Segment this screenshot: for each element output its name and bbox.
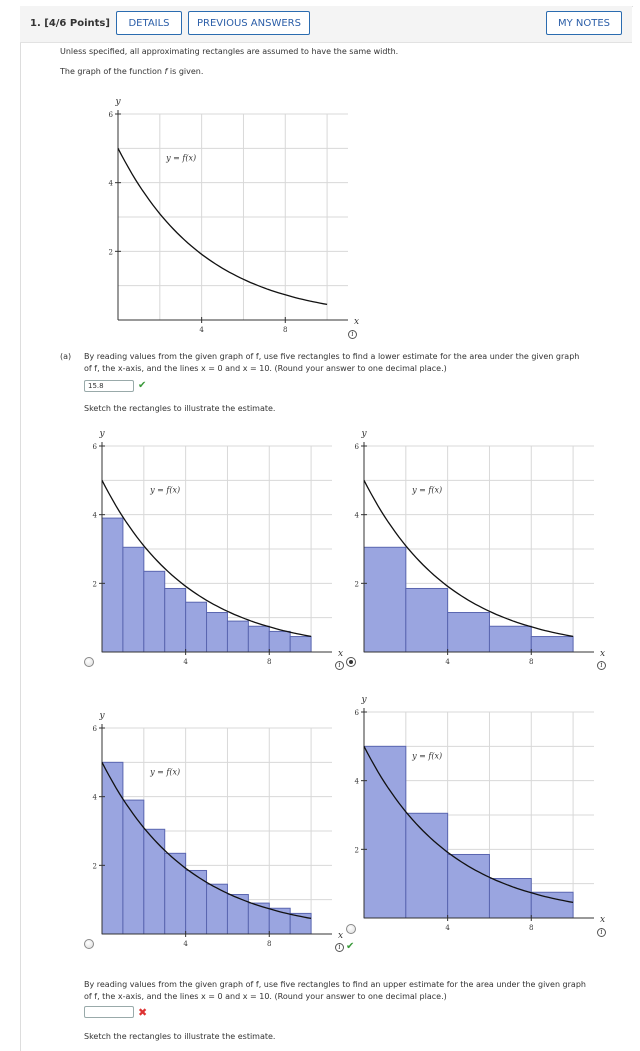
question-number: 1. [4/6 Points] — [30, 18, 110, 29]
x-tick-label: 8 — [267, 940, 272, 948]
option-3-radio[interactable] — [84, 939, 94, 949]
approximating-rectangle — [144, 571, 165, 652]
x-tick-label: 4 — [183, 940, 188, 948]
approximating-rectangle — [531, 892, 573, 918]
y-tick-label: 6 — [92, 443, 97, 451]
part-b-sketch-prompt: Sketch the rectangles to illustrate the estimate. — [84, 1032, 276, 1041]
y-tick-label: 4 — [92, 511, 97, 520]
approximating-rectangle — [144, 829, 165, 934]
info-icon[interactable]: i — [348, 330, 357, 339]
approximating-rectangle — [269, 631, 290, 652]
assumption-text: Unless specified, all approximating rectangles are assumed to have the same width. — [60, 47, 399, 56]
y-axis-label: y — [361, 429, 367, 439]
function-curve — [118, 148, 327, 304]
option-1-radio[interactable] — [84, 657, 94, 667]
approximating-rectangle — [207, 613, 228, 652]
part-b-question-line2: of f, the x-axis, and the lines x = 0 and x = 10. (Round your answer to one decimal place.) — [84, 992, 447, 1001]
y-tick-label: 6 — [354, 709, 359, 717]
approximating-rectangle — [123, 800, 144, 934]
curve-label: y = f(x) — [412, 485, 443, 495]
incorrect-cross-icon: ✖ — [138, 1006, 148, 1019]
approximating-rectangle — [448, 613, 490, 652]
y-tick-label: 6 — [108, 111, 113, 119]
curve-label: y = f(x) — [412, 751, 443, 761]
info-icon[interactable]: i — [597, 661, 606, 670]
x-tick-label: 4 — [183, 658, 188, 666]
option-2-radio[interactable] — [346, 657, 356, 667]
x-axis-label: x — [600, 915, 606, 925]
approximating-rectangle — [364, 547, 406, 652]
option-4-radio[interactable] — [346, 924, 356, 934]
x-tick-label: 4 — [445, 658, 450, 666]
option-graph-4 — [346, 688, 606, 938]
approximating-rectangle — [102, 518, 123, 652]
y-tick-label: 2 — [354, 846, 359, 855]
option-graph-2 — [346, 422, 606, 672]
part-a-sketch-prompt: Sketch the rectangles to illustrate the estimate. — [84, 404, 276, 413]
y-tick-label: 4 — [354, 777, 359, 786]
y-tick-label: 2 — [108, 248, 113, 257]
approximating-rectangle — [123, 547, 144, 652]
y-tick-label: 2 — [92, 580, 97, 589]
approximating-rectangle — [406, 813, 448, 918]
info-icon[interactable]: i — [597, 928, 606, 937]
correct-check-icon: ✔ — [138, 380, 147, 391]
approximating-rectangle — [406, 588, 448, 652]
approximating-rectangle — [448, 854, 490, 918]
question-header — [20, 6, 632, 43]
x-axis-label: x — [354, 317, 360, 327]
info-icon[interactable]: i — [335, 661, 344, 670]
approximating-rectangle — [290, 637, 311, 652]
part-b-answer-input[interactable] — [84, 1006, 134, 1018]
x-axis-label: x — [338, 931, 344, 941]
x-axis-label: x — [600, 649, 606, 659]
option-graph-3 — [84, 704, 344, 954]
y-tick-label: 6 — [354, 443, 359, 451]
approximating-rectangle — [364, 746, 406, 918]
y-tick-label: 2 — [92, 862, 97, 871]
approximating-rectangle — [248, 626, 269, 652]
y-axis-label: y — [99, 711, 105, 721]
y-tick-label: 4 — [354, 511, 359, 520]
approximating-rectangle — [531, 637, 573, 652]
y-axis-label: y — [361, 695, 367, 705]
x-tick-label: 8 — [283, 326, 288, 334]
graph-given-text: The graph of the function f is given. — [60, 67, 204, 76]
x-tick-label: 8 — [529, 924, 534, 932]
curve-label: y = f(x) — [150, 767, 181, 777]
option-graph-1 — [84, 422, 344, 672]
info-icon[interactable]: i — [335, 943, 344, 952]
x-tick-label: 8 — [529, 658, 534, 666]
approximating-rectangle — [489, 879, 531, 918]
approximating-rectangle — [165, 588, 186, 652]
previous-answers-button[interactable]: PREVIOUS ANSWERS — [188, 11, 310, 35]
y-tick-label: 4 — [92, 793, 97, 802]
x-axis-label: x — [338, 649, 344, 659]
curve-label: y = f(x) — [166, 153, 197, 163]
approximating-rectangle — [186, 602, 207, 652]
x-tick-label: 8 — [267, 658, 272, 666]
y-axis-label: y — [99, 429, 105, 439]
approximating-rectangle — [102, 762, 123, 934]
selected-option-check-icon: ✔ — [346, 941, 355, 952]
y-tick-label: 4 — [108, 179, 113, 188]
x-tick-label: 4 — [199, 326, 204, 334]
approximating-rectangle — [489, 626, 531, 652]
y-axis-label: y — [115, 97, 121, 107]
approximating-rectangle — [227, 621, 248, 652]
x-tick-label: 4 — [445, 924, 450, 932]
part-a-question-line1: By reading values from the given graph of f, use five rectangles to find a lower estimate for the area under the given graph — [84, 352, 580, 361]
part-a-label: (a) — [60, 352, 72, 361]
part-b-question-line1: By reading values from the given graph of f, use five rectangles to find an upper estimate for the area under the given graph — [84, 980, 586, 989]
given-function-graph — [100, 90, 360, 340]
my-notes-button[interactable]: MY NOTES — [546, 11, 622, 35]
details-button[interactable]: DETAILS — [116, 11, 182, 35]
part-a-answer-input[interactable]: 15.8 — [84, 380, 134, 392]
y-tick-label: 2 — [354, 580, 359, 589]
y-tick-label: 6 — [92, 725, 97, 733]
part-a-question-line2: of f, the x-axis, and the lines x = 0 and x = 10. (Round your answer to one decimal place.) — [84, 364, 447, 373]
curve-label: y = f(x) — [150, 485, 181, 495]
